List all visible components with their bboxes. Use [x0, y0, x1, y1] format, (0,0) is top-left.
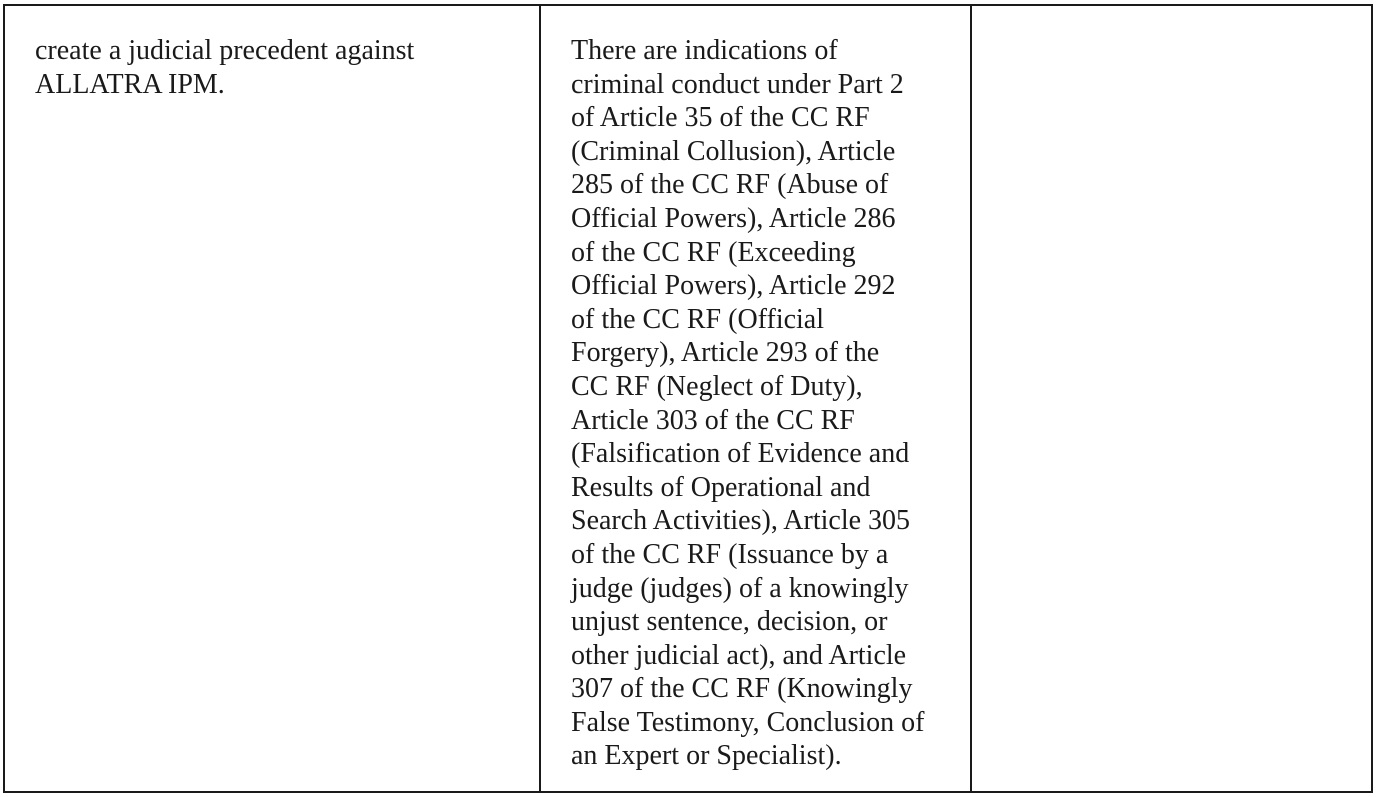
table-cell-goal [4, 5, 540, 792]
cell-text: There are indications of criminal conduct under Part 2 of Article 35 of the CC RF (Criminal Collusion), Article 285 of the CC RF (Abuse of Official Powers), Article 286 of the CC RF (Exceeding Official Powers), Article 292 of the CC RF (Official Forgery), Article 293 of the CC RF (Neglect of Duty), Article 303 of the CC RF (Falsification of Evidence and Results of Operational and Search Activities), Article 305 of the CC RF (Issuance by a judge (judges) of a knowingly unjust sentence, decision, or other judicial act), and Article 307 of the CC RF (Knowingly False Testimony, Conclusion of an Expert or Specialist). [571, 35, 925, 772]
table-cell-empty [971, 5, 1372, 792]
cell-text: create a judicial precedent against ALLATRA IPM. [35, 35, 415, 100]
document-table [3, 4, 1373, 793]
table-row [4, 5, 1372, 792]
table-cell-criminal-conduct [540, 5, 971, 792]
